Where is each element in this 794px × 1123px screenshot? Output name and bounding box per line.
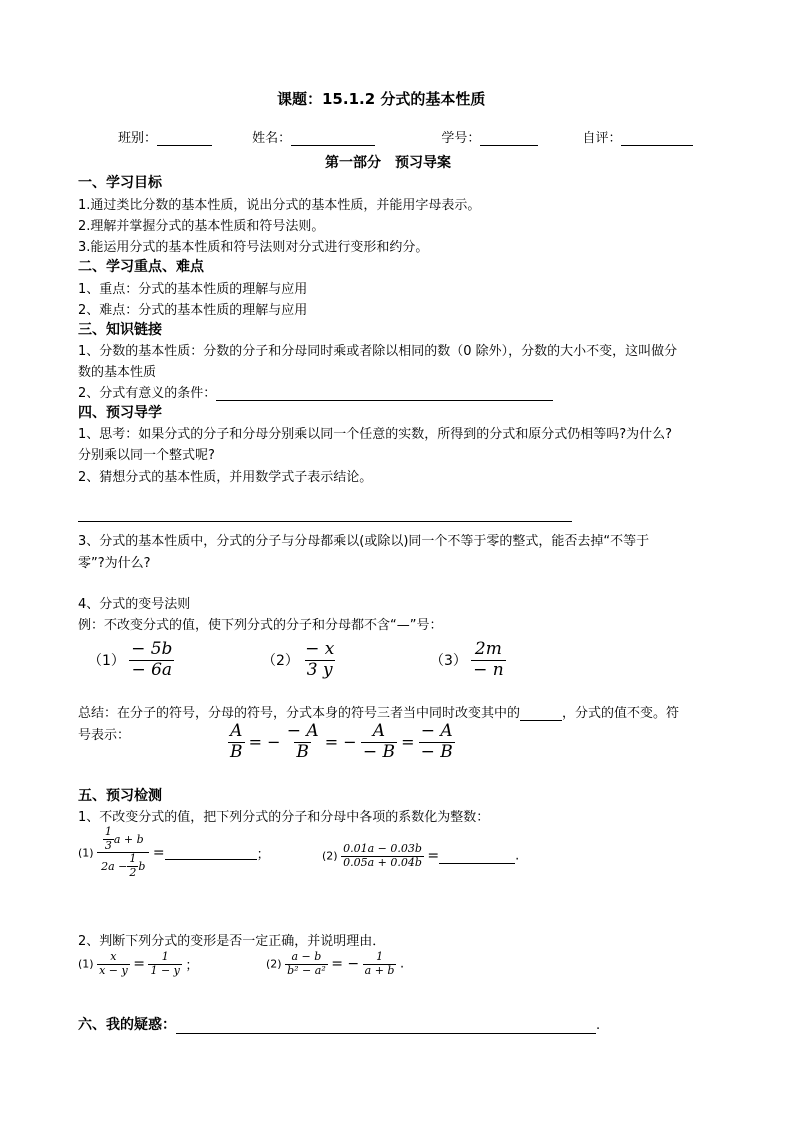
knowledge-item-1-line1: 1、分数的基本性质：分数的分子和分母同时乘或者除以相同的数（0 除外），分数的大小不变，这叫做分: [78, 344, 678, 359]
question-2: 2、猜想分式的基本性质，并用数学式子表示结论。: [78, 470, 373, 485]
rule-fraction-1: [228, 722, 245, 762]
end-punct: ；: [256, 847, 270, 863]
problem-2-answer[interactable]: [439, 849, 515, 864]
class-field[interactable]: [157, 131, 212, 146]
example-3: [430, 640, 506, 680]
summary-text-b: ，分式的值不变。符: [562, 706, 680, 721]
summary-line1: [78, 702, 679, 721]
numerator: x: [110, 950, 117, 963]
equals-minus: = −: [248, 732, 281, 752]
judge-2: [266, 951, 404, 977]
question-3-line2: 零”?为什么?: [78, 556, 151, 571]
numerator: 2m: [474, 639, 502, 659]
numerator-rest: a + b: [113, 832, 144, 846]
knowledge-item-2-label: 2、分式有意义的条件：: [78, 386, 217, 401]
rule-fraction-2: [285, 722, 321, 762]
denominator: a + b: [364, 963, 395, 977]
summary-blank[interactable]: [520, 706, 562, 721]
numerator: A: [230, 721, 243, 741]
equals: =: [427, 848, 440, 865]
end-punct: .: [515, 848, 520, 864]
denominator: 1 − y: [150, 963, 180, 977]
section-heading-doubts: 六、我的疑惑：: [78, 1017, 176, 1033]
equals: =: [401, 732, 415, 752]
denominator: − B: [420, 741, 453, 762]
example-label: （2）: [262, 653, 299, 670]
denominator: − B: [362, 741, 395, 762]
equals: =: [152, 844, 165, 861]
question-4-title: 4、分式的变号法则: [78, 597, 191, 612]
numerator: A: [372, 721, 386, 741]
question-3-line1: 3、分式的基本性质中，分式的分子与分母都乘以(或除以)同一个不等于零的整式，能否去掉“不等于: [78, 534, 650, 549]
equals: =: [133, 956, 145, 973]
knowledge-item-1-line2: 数的基本性质: [78, 365, 157, 380]
example-2: [262, 640, 336, 680]
problem-1-answer[interactable]: [165, 845, 257, 860]
part-heading: 第一部分 预习导案: [325, 155, 451, 171]
numerator: 0.01a − 0.03b: [343, 842, 422, 855]
section-heading-knowledge: 三、知识链接: [78, 322, 162, 338]
section-heading-check: 五、预习检测: [78, 788, 162, 804]
complex-fraction: [97, 826, 149, 880]
end-punct: .: [399, 956, 405, 972]
denominator-rest: b: [138, 859, 146, 873]
knowledge-item-2: [78, 382, 553, 401]
problem-label: (2): [322, 849, 338, 863]
problem-2: [322, 843, 519, 869]
section-heading-preview: 四、预习导学: [78, 405, 162, 421]
denominator-part: 2a −: [101, 859, 128, 873]
problem-label: (1): [78, 846, 94, 860]
inner-fraction: [103, 826, 114, 852]
example-fraction: [471, 640, 506, 680]
numerator: − 5b: [131, 639, 173, 659]
equals-minus: = −: [324, 732, 357, 752]
eval-label: 自评：: [582, 131, 622, 146]
complex-numerator: [99, 826, 148, 852]
example-label: （3）: [430, 653, 467, 670]
rule-fraction-4: [419, 722, 455, 762]
numerator: − x: [305, 639, 335, 659]
denominator: − n: [473, 659, 504, 680]
numerator: a − b: [291, 950, 322, 963]
denominator: 3 y: [306, 659, 333, 680]
denominator: B: [230, 741, 243, 762]
problem-1: [78, 826, 270, 880]
page-title: 课题：15.1.2 分式的基本性质: [277, 90, 486, 108]
goal-item: 2.理解并掌握分式的基本性质和符号法则。: [78, 219, 325, 234]
class-label: 班别：: [118, 131, 158, 146]
answer-line[interactable]: [78, 521, 572, 522]
question-1-line2: 分别乘以同一个整式呢?: [78, 448, 215, 463]
name-field[interactable]: [291, 131, 375, 146]
fraction-left: [285, 951, 328, 977]
denominator: x − y: [99, 963, 128, 977]
name-label: 姓名：: [252, 131, 292, 146]
numerator: 1: [161, 950, 169, 963]
example-1: [88, 640, 174, 680]
fraction-right: [148, 951, 181, 977]
id-label: 学号：: [441, 131, 481, 146]
condition-answer-line[interactable]: [216, 386, 553, 401]
numerator: 1: [129, 852, 137, 866]
goal-item: 1.通过类比分数的基本性质，说出分式的基本性质，并能用字母表示。: [78, 198, 481, 213]
judge-1: [78, 951, 198, 977]
sign-rule-formula: [228, 722, 455, 762]
numerator: − A: [286, 721, 319, 741]
end-punct: .: [596, 1018, 601, 1033]
student-info-row: [118, 127, 693, 146]
denominator: b² − a²: [287, 963, 326, 977]
denominator: B: [296, 741, 309, 762]
fraction-right: [363, 951, 397, 977]
equals-minus: = −: [331, 956, 360, 973]
section-heading-goals: 一、学习目标: [78, 175, 162, 191]
example-label: （1）: [88, 653, 125, 670]
numerator: 1: [104, 825, 112, 838]
doubts-row: [78, 1014, 600, 1034]
complex-denominator: [97, 852, 149, 879]
problem-label: (1): [78, 957, 94, 971]
numerator: 1: [376, 950, 384, 963]
question-4-example: 例：不改变分式的值，使下列分式的分子和分母都不含“—”号：: [78, 618, 443, 633]
inner-fraction: [127, 853, 138, 879]
denominator: 3: [104, 838, 112, 852]
summary-line2: 号表示：: [78, 728, 131, 743]
eval-field[interactable]: [621, 131, 693, 146]
example-fraction: [129, 640, 174, 680]
fraction-left: [97, 951, 130, 977]
numerator: − A: [420, 721, 453, 741]
problem-2-fraction: [341, 843, 424, 869]
question-1-line1: 1、思考：如果分式的分子和分母分别乘以同一个任意的实数，所得到的分式和原分式仍相等吗?为什么?: [78, 427, 673, 442]
doubts-answer-line[interactable]: [176, 1019, 596, 1034]
rule-fraction-3: [361, 722, 397, 762]
id-field[interactable]: [480, 131, 538, 146]
key-point-item: 1、重点：分式的基本性质的理解与应用: [78, 282, 308, 297]
denominator: 0.05a + 0.04b: [343, 855, 422, 869]
check-question-2: 2、判断下列分式的变形是否一定正确，并说明理由．: [78, 934, 386, 949]
summary-text-a: 总结：在分子的符号，分母的符号，分式本身的符号三者当中同时改变其中的: [78, 706, 521, 721]
end-punct: ；: [185, 958, 199, 974]
key-point-item: 2、难点：分式的基本性质的理解与应用: [78, 303, 308, 318]
problem-label: (2): [266, 957, 282, 971]
section-heading-key-points: 二、学习重点、难点: [78, 259, 204, 275]
denominator: 2: [129, 865, 137, 879]
goal-item: 3.能运用分式的基本性质和符号法则对分式进行变形和约分。: [78, 240, 429, 255]
example-fraction: [303, 640, 336, 680]
denominator: − 6a: [131, 659, 173, 680]
check-question-1: 1、不改变分式的值，把下列分式的分子和分母中各项的系数化为整数：: [78, 810, 490, 825]
